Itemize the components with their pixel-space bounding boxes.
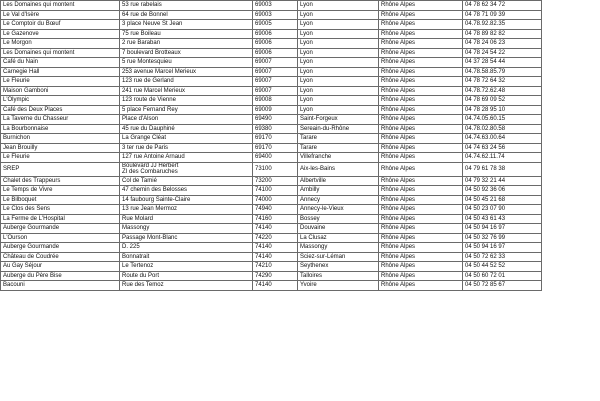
cell-city: Douvaine xyxy=(298,224,379,234)
cell-address: D. 225 xyxy=(120,243,253,253)
cell-region: Rhône Alpes xyxy=(379,67,463,77)
cell-phone: 04.78.58.85.79 xyxy=(463,67,542,77)
cell-blank xyxy=(542,77,600,87)
cell-postcode: 69007 xyxy=(253,67,298,77)
cell-postcode: 69007 xyxy=(253,58,298,68)
cell-address: Le Tertenoz xyxy=(120,262,253,272)
cell-name: Le Gazenove xyxy=(1,29,120,39)
cell-region: Rhône Alpes xyxy=(379,105,463,115)
cell-name: Carnegie Hall xyxy=(1,67,120,77)
cell-city: Talloires xyxy=(298,271,379,281)
cell-city: Lyon xyxy=(298,86,379,96)
cell-blank xyxy=(542,105,600,115)
cell-blank xyxy=(542,67,600,77)
cell-phone: 04 50 60 72 01 xyxy=(463,271,542,281)
cell-phone: 04 78 72 64 32 xyxy=(463,77,542,87)
table-row xyxy=(1,233,600,243)
cell-region: Rhône Alpes xyxy=(379,29,463,39)
cell-city: Tarare xyxy=(298,143,379,153)
cell-blank xyxy=(542,176,600,186)
table-row xyxy=(1,1,600,11)
table-row xyxy=(1,77,600,87)
cell-city: Lyon xyxy=(298,29,379,39)
table-row xyxy=(1,281,600,291)
table-row xyxy=(1,252,600,262)
table-row xyxy=(1,67,600,77)
cell-phone: 04.74.05.60.15 xyxy=(463,115,542,125)
cell-address: 123 rue de Gerland xyxy=(120,77,253,87)
cell-name: Le Clos des Sens xyxy=(1,205,120,215)
cell-phone: 04 50 72 62 33 xyxy=(463,252,542,262)
cell-blank xyxy=(542,96,600,106)
cell-address: Boulevard JJ Herbert ZI des Combaruches xyxy=(120,162,253,176)
cell-city: Lyon xyxy=(298,67,379,77)
table-row xyxy=(1,143,600,153)
cell-phone: 04.78.72.62.48 xyxy=(463,86,542,96)
cell-postcode: 74140 xyxy=(253,224,298,234)
cell-name: La Ferme de L'Hospital xyxy=(1,214,120,224)
cell-name: Bacouni xyxy=(1,281,120,291)
cell-city: Lyon xyxy=(298,1,379,11)
table-row xyxy=(1,10,600,20)
cell-blank xyxy=(542,271,600,281)
cell-phone: 04 50 92 36 06 xyxy=(463,186,542,196)
cell-name: Jean Brouilly xyxy=(1,143,120,153)
cell-phone: 04 78 24 06 23 xyxy=(463,39,542,49)
cell-phone: 04 37 28 54 44 xyxy=(463,58,542,68)
cell-address: Passage Mont-Blanc xyxy=(120,233,253,243)
cell-city: Lyon xyxy=(298,10,379,20)
cell-address: Bonnatrait xyxy=(120,252,253,262)
cell-postcode: 74140 xyxy=(253,252,298,262)
table-row xyxy=(1,58,600,68)
cell-postcode: 73100 xyxy=(253,162,298,176)
cell-city: Sereain-du-Rhône xyxy=(298,124,379,134)
cell-phone: 04.74.63.00.64 xyxy=(463,134,542,144)
cell-phone: 04 78 89 82 82 xyxy=(463,29,542,39)
cell-city: Lyon xyxy=(298,77,379,87)
cell-blank xyxy=(542,153,600,163)
cell-blank xyxy=(542,124,600,134)
cell-region: Rhône Alpes xyxy=(379,39,463,49)
cell-region: Rhône Alpes xyxy=(379,153,463,163)
cell-city: Albertville xyxy=(298,176,379,186)
cell-name: Château de Coudrée xyxy=(1,252,120,262)
cell-postcode: 69170 xyxy=(253,134,298,144)
cell-phone: 04.78.92.82.35 xyxy=(463,20,542,30)
cell-name: Maison Gamboni xyxy=(1,86,120,96)
cell-address: 241 rue Marcel Merieux xyxy=(120,86,253,96)
cell-postcode: 69005 xyxy=(253,20,298,30)
cell-phone: 04 78 28 95 10 xyxy=(463,105,542,115)
table-row xyxy=(1,205,600,215)
cell-name: Le Comptoir du Bœuf xyxy=(1,20,120,30)
table-row xyxy=(1,48,600,58)
cell-city: Villefranche xyxy=(298,153,379,163)
cell-postcode: 74100 xyxy=(253,186,298,196)
cell-region: Rhône Alpes xyxy=(379,243,463,253)
cell-city: Annecy xyxy=(298,195,379,205)
cell-address: 3 place Neuve St Jean xyxy=(120,20,253,30)
cell-region: Rhône Alpes xyxy=(379,176,463,186)
cell-blank xyxy=(542,162,600,176)
cell-region: Rhône Alpes xyxy=(379,262,463,272)
table-row xyxy=(1,243,600,253)
table-row xyxy=(1,262,600,272)
cell-postcode: 69003 xyxy=(253,1,298,11)
cell-name: L'Olympic xyxy=(1,96,120,106)
cell-blank xyxy=(542,252,600,262)
cell-postcode: 69006 xyxy=(253,39,298,49)
cell-blank xyxy=(542,214,600,224)
cell-region: Rhône Alpes xyxy=(379,134,463,144)
cell-phone: 04 78 24 54 22 xyxy=(463,48,542,58)
cell-name: Auberge du Père Bise xyxy=(1,271,120,281)
cell-address: 2 rue Baraban xyxy=(120,39,253,49)
cell-address: 7 boulevard Brotteaux xyxy=(120,48,253,58)
cell-phone: 04.74.62.11.74 xyxy=(463,153,542,163)
cell-name: Café des Deux Places xyxy=(1,105,120,115)
cell-blank xyxy=(542,48,600,58)
cell-postcode: 69007 xyxy=(253,86,298,96)
cell-address: Place d'Alson xyxy=(120,115,253,125)
cell-region: Rhône Alpes xyxy=(379,1,463,11)
cell-blank xyxy=(542,281,600,291)
table-row xyxy=(1,39,600,49)
cell-postcode: 69003 xyxy=(253,10,298,20)
cell-city: Lyon xyxy=(298,39,379,49)
cell-postcode: 74140 xyxy=(253,243,298,253)
cell-name: Les Domaines qui montent xyxy=(1,1,120,11)
cell-address: 13 rue Jean Mermoz xyxy=(120,205,253,215)
cell-postcode: 69006 xyxy=(253,29,298,39)
cell-city: Seythenex xyxy=(298,262,379,272)
cell-blank xyxy=(542,1,600,11)
cell-address: 253 avenue Marcel Merieux xyxy=(120,67,253,77)
table-row xyxy=(1,20,600,30)
table-row xyxy=(1,224,600,234)
cell-name: Au Gay Séjour xyxy=(1,262,120,272)
cell-postcode: 69490 xyxy=(253,115,298,125)
cell-phone: 04 50 44 52 52 xyxy=(463,262,542,272)
restaurant-table-body xyxy=(1,1,600,291)
cell-region: Rhône Alpes xyxy=(379,162,463,176)
cell-address: Rue Molard xyxy=(120,214,253,224)
cell-phone: 04 50 43 61 43 xyxy=(463,214,542,224)
cell-postcode: 74940 xyxy=(253,205,298,215)
cell-blank xyxy=(542,10,600,20)
cell-name: Le Morgon xyxy=(1,39,120,49)
cell-city: Sciez-sur-Léman xyxy=(298,252,379,262)
cell-name: Le Bilboquet xyxy=(1,195,120,205)
cell-blank xyxy=(542,186,600,196)
cell-blank xyxy=(542,58,600,68)
cell-blank xyxy=(542,262,600,272)
cell-blank xyxy=(542,115,600,125)
cell-phone: 04 50 72 85 67 xyxy=(463,281,542,291)
cell-phone: 04 50 94 16 97 xyxy=(463,224,542,234)
cell-address: Col de Tamié xyxy=(120,176,253,186)
cell-city: Massongy xyxy=(298,243,379,253)
cell-address: Route du Port xyxy=(120,271,253,281)
cell-city: Bossey xyxy=(298,214,379,224)
cell-region: Rhône Alpes xyxy=(379,77,463,87)
cell-address: 5 place Fernand Rey xyxy=(120,105,253,115)
cell-name: Les Domaines qui montent xyxy=(1,48,120,58)
cell-phone: 04 78 62 34 72 xyxy=(463,1,542,11)
cell-name: L'Ourson xyxy=(1,233,120,243)
table-row xyxy=(1,29,600,39)
cell-city: Saint-Forgeux xyxy=(298,115,379,125)
cell-address: Rue des Temoz xyxy=(120,281,253,291)
cell-name: Café du Nain xyxy=(1,58,120,68)
cell-city: Ambilly xyxy=(298,186,379,196)
cell-region: Rhône Alpes xyxy=(379,224,463,234)
cell-postcode: 69400 xyxy=(253,153,298,163)
cell-blank xyxy=(542,205,600,215)
cell-name: Le Val d'Isère xyxy=(1,10,120,20)
table-row xyxy=(1,153,600,163)
cell-postcode: 74140 xyxy=(253,281,298,291)
cell-region: Rhône Alpes xyxy=(379,58,463,68)
cell-blank xyxy=(542,29,600,39)
table-row xyxy=(1,115,600,125)
cell-postcode: 69006 xyxy=(253,48,298,58)
cell-city: Tarare xyxy=(298,134,379,144)
cell-postcode: 73200 xyxy=(253,176,298,186)
cell-phone: 04 78 69 09 52 xyxy=(463,96,542,106)
cell-postcode: 74000 xyxy=(253,195,298,205)
cell-region: Rhône Alpes xyxy=(379,252,463,262)
table-row xyxy=(1,162,600,176)
cell-name: SREP xyxy=(1,162,120,176)
cell-postcode: 69380 xyxy=(253,124,298,134)
cell-name: Auberge Gourmande xyxy=(1,243,120,253)
cell-city: Lyon xyxy=(298,58,379,68)
cell-city: Annecy-le-Vieux xyxy=(298,205,379,215)
cell-address: 14 faubourg Sainte-Claire xyxy=(120,195,253,205)
cell-phone: 04 79 32 21 44 xyxy=(463,176,542,186)
table-row xyxy=(1,134,600,144)
cell-region: Rhône Alpes xyxy=(379,96,463,106)
table-row xyxy=(1,86,600,96)
cell-address: 45 rue du Dauphiné xyxy=(120,124,253,134)
cell-address: 64 rue de Bonnel xyxy=(120,10,253,20)
table-row xyxy=(1,105,600,115)
cell-postcode: 69008 xyxy=(253,96,298,106)
cell-region: Rhône Alpes xyxy=(379,233,463,243)
cell-region: Rhône Alpes xyxy=(379,20,463,30)
cell-phone: 04 50 32 76 99 xyxy=(463,233,542,243)
cell-address: La Grange Cléat xyxy=(120,134,253,144)
cell-region: Rhône Alpes xyxy=(379,86,463,96)
cell-name: Le Fleurie xyxy=(1,153,120,163)
cell-address: 75 rue Boileau xyxy=(120,29,253,39)
table-row xyxy=(1,271,600,281)
cell-address: 5 rue Montesquieu xyxy=(120,58,253,68)
table-row xyxy=(1,176,600,186)
cell-name: Burnichon xyxy=(1,134,120,144)
cell-region: Rhône Alpes xyxy=(379,214,463,224)
cell-postcode: 74210 xyxy=(253,262,298,272)
cell-city: Lyon xyxy=(298,48,379,58)
cell-city: Aix-les-Bains xyxy=(298,162,379,176)
cell-name: La Taverne du Chasseur xyxy=(1,115,120,125)
cell-name: La Bourbonnaise xyxy=(1,124,120,134)
cell-region: Rhône Alpes xyxy=(379,271,463,281)
table-row xyxy=(1,124,600,134)
cell-postcode: 69170 xyxy=(253,143,298,153)
cell-name: Le Fleurie xyxy=(1,77,120,87)
cell-city: Lyon xyxy=(298,20,379,30)
cell-name: Chalet des Trappeurs xyxy=(1,176,120,186)
cell-blank xyxy=(542,20,600,30)
cell-address: Massongy xyxy=(120,224,253,234)
cell-region: Rhône Alpes xyxy=(379,124,463,134)
table-row xyxy=(1,96,600,106)
cell-phone: 04 50 45 21 68 xyxy=(463,195,542,205)
cell-phone: 04 74 63 24 56 xyxy=(463,143,542,153)
cell-blank xyxy=(542,86,600,96)
cell-postcode: 69007 xyxy=(253,77,298,87)
cell-name: Le Temps de Vivre xyxy=(1,186,120,196)
cell-phone: 04 50 23 07 90 xyxy=(463,205,542,215)
cell-address: 127 rue Antoine Arnaud xyxy=(120,153,253,163)
cell-address: 53 rue rabelais xyxy=(120,1,253,11)
cell-blank xyxy=(542,134,600,144)
cell-address: 47 chemin des Belosses xyxy=(120,186,253,196)
cell-blank xyxy=(542,195,600,205)
cell-phone: 04.78.02.80.58 xyxy=(463,124,542,134)
cell-region: Rhône Alpes xyxy=(379,143,463,153)
cell-postcode: 69009 xyxy=(253,105,298,115)
cell-blank xyxy=(542,143,600,153)
cell-region: Rhône Alpes xyxy=(379,10,463,20)
cell-phone: 04 79 61 78 38 xyxy=(463,162,542,176)
cell-blank xyxy=(542,243,600,253)
cell-city: La Clusaz xyxy=(298,233,379,243)
cell-region: Rhône Alpes xyxy=(379,48,463,58)
cell-phone: 04 50 94 16 97 xyxy=(463,243,542,253)
table-row xyxy=(1,195,600,205)
cell-phone: 04 78 71 09 39 xyxy=(463,10,542,20)
cell-blank xyxy=(542,233,600,243)
cell-address: 123 route de Vienne xyxy=(120,96,253,106)
cell-postcode: 74290 xyxy=(253,271,298,281)
table-row xyxy=(1,186,600,196)
cell-region: Rhône Alpes xyxy=(379,186,463,196)
cell-region: Rhône Alpes xyxy=(379,281,463,291)
cell-city: Lyon xyxy=(298,105,379,115)
cell-region: Rhône Alpes xyxy=(379,205,463,215)
cell-city: Yvoire xyxy=(298,281,379,291)
cell-region: Rhône Alpes xyxy=(379,195,463,205)
cell-postcode: 74160 xyxy=(253,214,298,224)
cell-address: 3 ter rue de Paris xyxy=(120,143,253,153)
cell-blank xyxy=(542,39,600,49)
cell-region: Rhône Alpes xyxy=(379,115,463,125)
cell-blank xyxy=(542,224,600,234)
cell-city: Lyon xyxy=(298,96,379,106)
cell-name: Auberge Gourmande xyxy=(1,224,120,234)
table-row xyxy=(1,214,600,224)
cell-postcode: 74220 xyxy=(253,233,298,243)
